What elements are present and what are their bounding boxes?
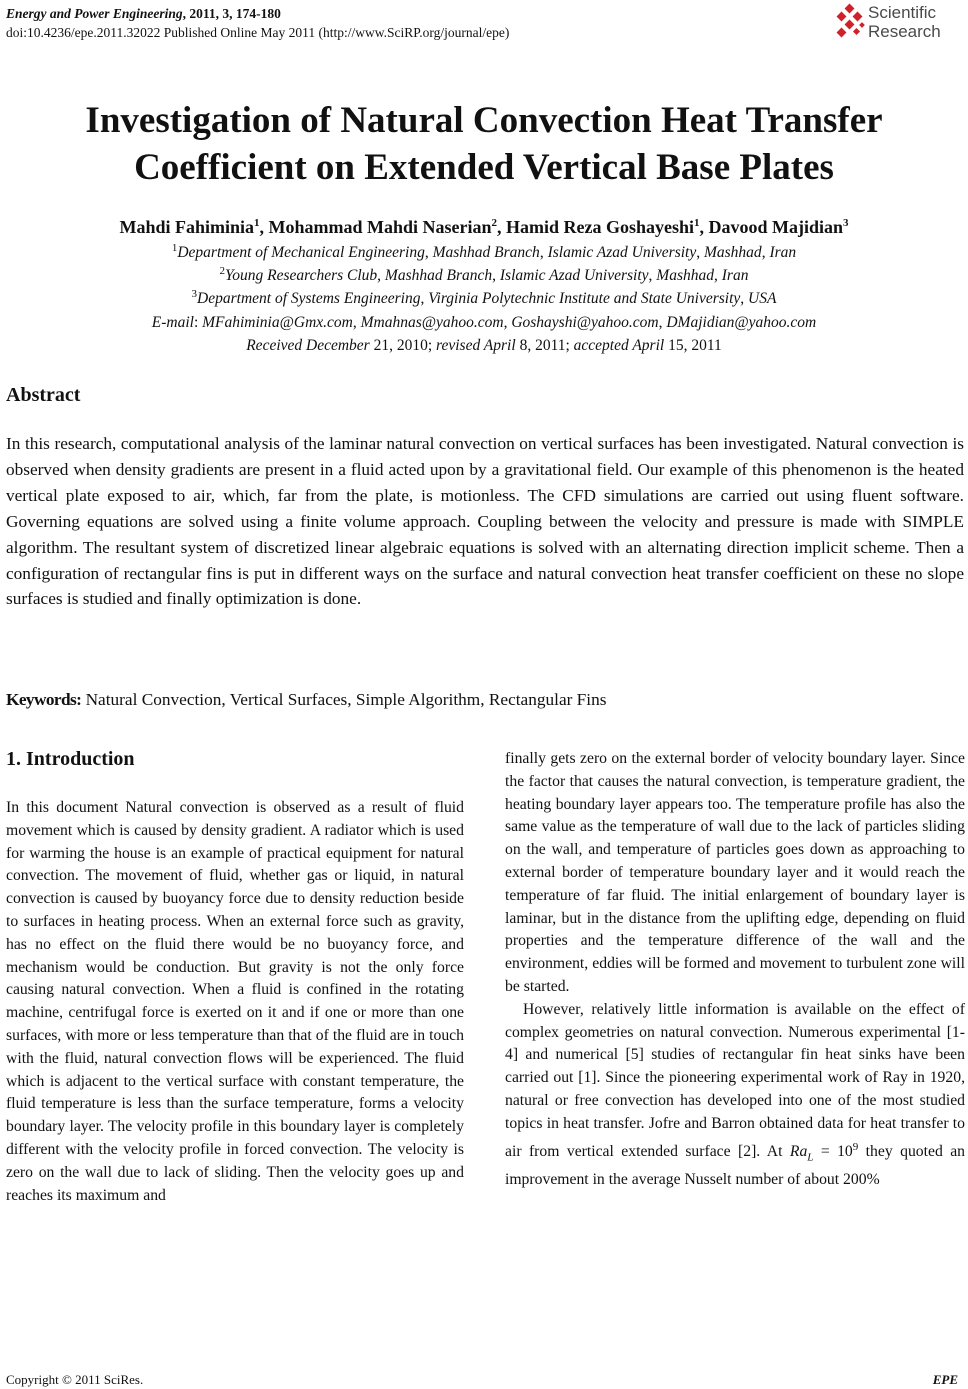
author-separator: , — [497, 217, 506, 237]
journal-abbreviation: EPE — [932, 1372, 958, 1387]
author-separator: , — [259, 217, 269, 237]
submission-dates — [0, 336, 968, 355]
accepted-label: accepted April — [573, 337, 665, 354]
affiliation-3: $^3$Department of Systems Engineering, Virginia Polytechnic Institute and State University, USA — [191, 287, 777, 307]
affiliation-university: Islamic Azad University — [547, 244, 697, 261]
paragraph-text: However, relatively little information is available on the effect of complex geometries on natural convection. Numerous experimental [1-4] and numerical [5] studies of rectangular fin heat sinks have been carried out [1]. Since the pioneering experimental work of Ray in 1920, natural or free convection has developed into one of the most studied topics in heat transfer. Jofre and Barron obtained data for heat transfer to air from vertical extended surface [2]. At — [505, 1000, 965, 1160]
revised-label: revised April — [436, 337, 516, 354]
author-affiliation-mark: 1 — [694, 217, 700, 229]
author-name: Mahdi Fahiminia — [119, 217, 254, 237]
logo-word-research: Research — [868, 22, 941, 41]
author-affiliation-mark: 1 — [253, 217, 260, 229]
author-name: Hamid Reza Goshayeshi — [506, 217, 695, 237]
email-address[interactable]: Mmahnas@yahoo.com — [360, 314, 504, 331]
journal-name: Energy and Power Engineering — [6, 6, 183, 21]
abstract-heading: Abstract — [6, 384, 81, 406]
author-name: Davood Majidian — [708, 217, 844, 237]
journal-volume: , 2011, 3, 174-180 — [182, 6, 281, 21]
rayleigh-equals: = 10 — [813, 1142, 853, 1160]
paragraph — [505, 999, 965, 1192]
author-name: Mohammad Mahdi Naserian — [268, 217, 492, 237]
journal-citation — [6, 5, 281, 22]
affiliation-university: Islamic Azad University — [499, 267, 649, 284]
email-label: E-mail — [151, 314, 194, 331]
received-date: 21, 2010; — [369, 337, 437, 354]
left-column — [6, 797, 464, 1207]
affiliation-branch: Mashhad Branch — [432, 244, 540, 261]
affiliation-university: Virginia Polytechnic Institute and State University — [428, 290, 741, 307]
rayleigh-subscript: L — [807, 1150, 814, 1163]
paragraph-text: they quoted an improvement in the average Nusselt number of about 200% — [505, 1142, 966, 1188]
section-heading-introduction: 1. Introduction — [6, 748, 135, 770]
doi-line: doi:10.4236/epe.2011.32022 Published Online May 2011 (http://www.SciRP.org/journal/epe) — [6, 25, 510, 40]
received-label: Received December — [246, 337, 370, 354]
email-address[interactable]: MFahiminia@Gmx.com — [202, 314, 353, 331]
paper-title — [0, 97, 968, 191]
revised-date: 8, 2011; — [515, 337, 574, 354]
affiliation-city: Mashhad — [703, 244, 762, 261]
paragraph: In this document Natural convection is observed as a result of fluid movement which is caused by density gradient. A radiator which is used for warming the house is an example of practical equipment for natural convection. The movement of fluid, whether gas or liquid, in natural convection is caused by buoyancy force due to density reduction beside to surfaces in heating process. When an external force such as gravity, has no effect on the fluid there would be no buoyancy force, and mechanism would be conduction. But gravity is not the only force causing natural convection. When a fluid is confined in the rotating machine, centrifugal force is exerted on it and if one or more than one surfaces, with more or less temperature than that of the fluid are in touch with the fluid, natural convection flows will be experienced. The fluid which is adjacent to the vertical surface with constant temperature, the fluid temperature is less than the surface temperature, forms a velocity boundary layer. The velocity profile in this boundary layer is completely different with the velocity profile in forced convection. The velocity is zero on the wall due to lack of sliding. Then the velocity goes up and reaches its maximum and — [6, 799, 464, 1204]
affiliation-department: Department of Systems Engineering — [197, 290, 421, 307]
affiliation-city: Mashhad — [656, 267, 714, 284]
copyright: Copyright © 2011 SciRes. — [6, 1372, 144, 1387]
affiliation-department: Department of Mechanical Engineering — [177, 244, 425, 261]
title-line-1: Investigation of Natural Convection Heat Transfer — [85, 100, 883, 141]
keywords-value: Natural Convection, Vertical Surfaces, Simple Algorithm, Rectangular Fins — [81, 690, 607, 709]
scientific-research-logo-icon — [834, 3, 868, 43]
accepted-date: 15, 2011 — [664, 337, 722, 354]
keywords — [6, 688, 606, 712]
affiliation-branch: Mashhad Branch — [384, 267, 493, 284]
email-address[interactable]: DMajidian@yahoo.com — [666, 314, 817, 331]
email-line: E-mail: MFahiminia@Gmx.com, Mmahnas@yahoo.com, Goshayshi@yahoo.com, DMajidian@yahoo.com — [151, 314, 817, 331]
affiliation-mark: 2 — [219, 264, 226, 277]
affiliation-mark: 1 — [171, 241, 178, 254]
right-column — [505, 748, 965, 1192]
title-line-2: Coefficient on Extended Vertical Base Plates — [134, 147, 834, 188]
rayleigh-symbol: Ra — [789, 1142, 808, 1160]
affiliation-2: $^2$Young Researchers Club, Mashhad Branch, Islamic Azad University, Mashhad, Iran — [219, 264, 749, 284]
logo-word-scientific: Scientific — [868, 3, 937, 22]
author-affiliation-mark: 2 — [491, 217, 497, 229]
affiliation-country: USA — [748, 290, 777, 307]
paragraph: finally gets zero on the external border of velocity boundary layer. Since the factor that causes the natural convection, is temperature gradient, the heating boundary layer appears too. The temperature profile has also the same value as the temperature of wall due to the lack of particles sliding on the wall, and temperature of particles goes down as approaching to external border of temperature boundary layer and it would reach the temperature of far fluid. The initial enlargement of boundary layer is laminar, but in the distance from the uplifting edge, depending on fluid properties and the temperature difference of the wall and the environment, eddies will be formed and movement to turbulent zone will be started. — [505, 750, 965, 995]
affiliation-1: $^1$Department of Mechanical Engineering, Mashhad Branch, Islamic Azad University, Mashhad, Iran — [171, 241, 797, 261]
abstract-text: In this research, computational analysis of the laminar natural convection on vertical surfaces has been investigated. Natural convection is observed when density gradients are present in a fluid acted upon by a gravitational field. Our example of this phenomenon is the heated vertical plate exposed to air, which, far from the plate, is motionless. The CFD simulations are carried out using fluent software. Governing equations are solved using a finite volume approach. Coupling between the velocity and pressure is made with SIMPLE algorithm. The resultant system of discretized linear algebraic equations is solved with an alternating direction implicit scheme. Then a configuration of rectangular fins is put in different ways on the surface and natural convection heat transfer coefficient on these no slope surfaces is studied and finally optimization is done. — [6, 434, 964, 609]
email-address[interactable]: Goshayshi@yahoo.com — [511, 314, 659, 331]
author-list — [0, 216, 968, 238]
author-separator: , — [699, 217, 709, 237]
author-affiliation-mark: 3 — [843, 217, 849, 229]
affiliation-country: Iran — [769, 244, 797, 261]
rayleigh-exponent: 9 — [852, 1140, 859, 1153]
publisher-logo — [834, 2, 958, 44]
affiliation-club: Young Researchers Club — [225, 267, 378, 284]
affiliation-mark: 3 — [191, 287, 198, 300]
keywords-label: Keywords: — [6, 690, 82, 709]
affiliation-country: Iran — [721, 267, 749, 284]
